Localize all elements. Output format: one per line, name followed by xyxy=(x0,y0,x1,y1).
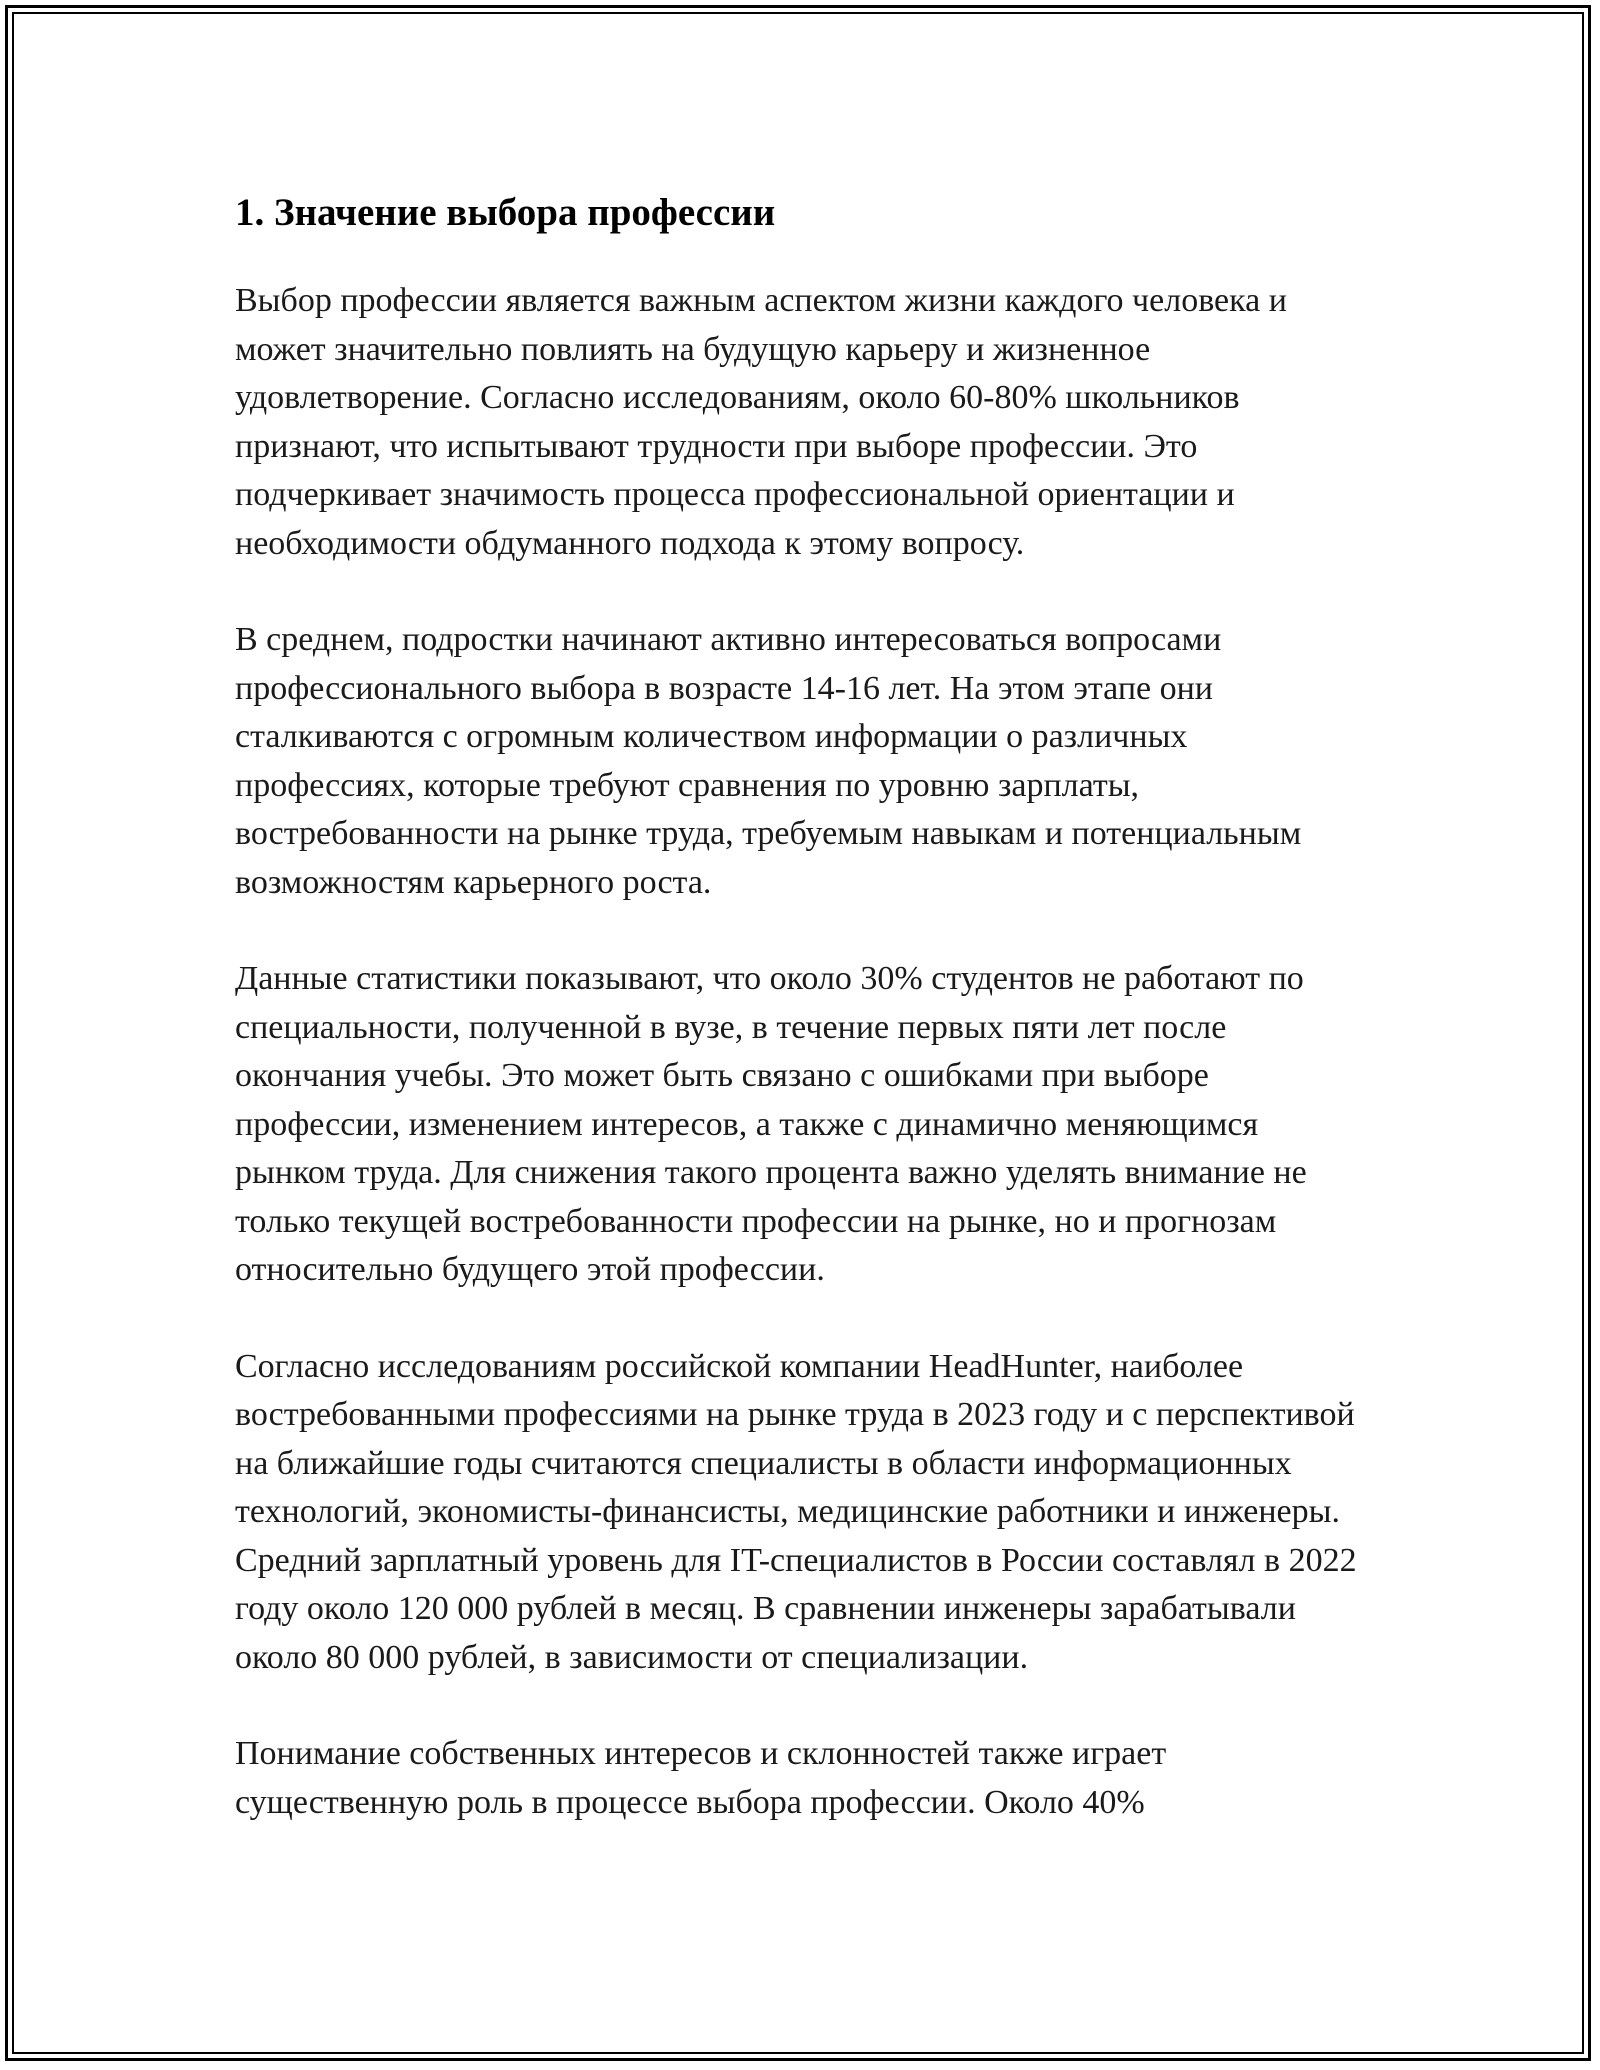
paragraph-teen-age: В среднем, подростки начинают активно интересоваться вопросами профессионального выбора в возрасте 14-16 лет. На этом этапе они сталкиваются с огромным количеством информации о различных профессиях, которые требуют сравнения по уровню зарплаты, востребованности на рынке труда, требуемым навыкам и потенциальным возможностям карьерного роста. xyxy=(235,621,1302,901)
paragraph-headhunter: Согласно исследованиям российской компании HeadHunter, наиболее востребованными профессиями на рынке труда в 2023 году и с перспективой на ближайшие годы считаются специалисты в области информационных технологий, экономисты-финансисты, медицинские работники и инженеры. Средний зарплатный уровень для IT-специалистов в России составлял в 2022 году около 120 000 рублей в месяц. В сравнении инженеры зарабатывали около 80 000 рублей, в зависимости от специализации. xyxy=(235,1347,1357,1676)
section-heading: 1. Значение выбора профессии xyxy=(235,191,776,234)
paragraph-interests: Понимание собственных интересов и склонностей также играет существенную роль в процессе выбора профессии. Около 40% xyxy=(235,1735,1167,1821)
paragraph-importance: Выбор профессии является важным аспектом жизни каждого человека и может значительно повлиять на будущую карьеру и жизненное удовлетворение. Согласно исследованиям, около 60-80% школьников признают, что испытывают трудности при выборе профессии. Это подчеркивает значимость процесса профессиональной ориентации и необходимости обдуманного подхода к этому вопросу. xyxy=(235,282,1287,562)
document-body xyxy=(235,183,1375,1875)
paragraph-statistics: Данные статистики показывают, что около 30% студентов не работают по специальности, полученной в вузе, в течение первых пяти лет после окончания учебы. Это может быть связано с ошибками при выборе профессии, изменением интересов, а также с динамично меняющимся рынком труда. Для снижения такого процента важно уделять внимание не только текущей востребованности профессии на рынке, но и прогнозам относительно будущего этой профессии. xyxy=(235,960,1307,1288)
